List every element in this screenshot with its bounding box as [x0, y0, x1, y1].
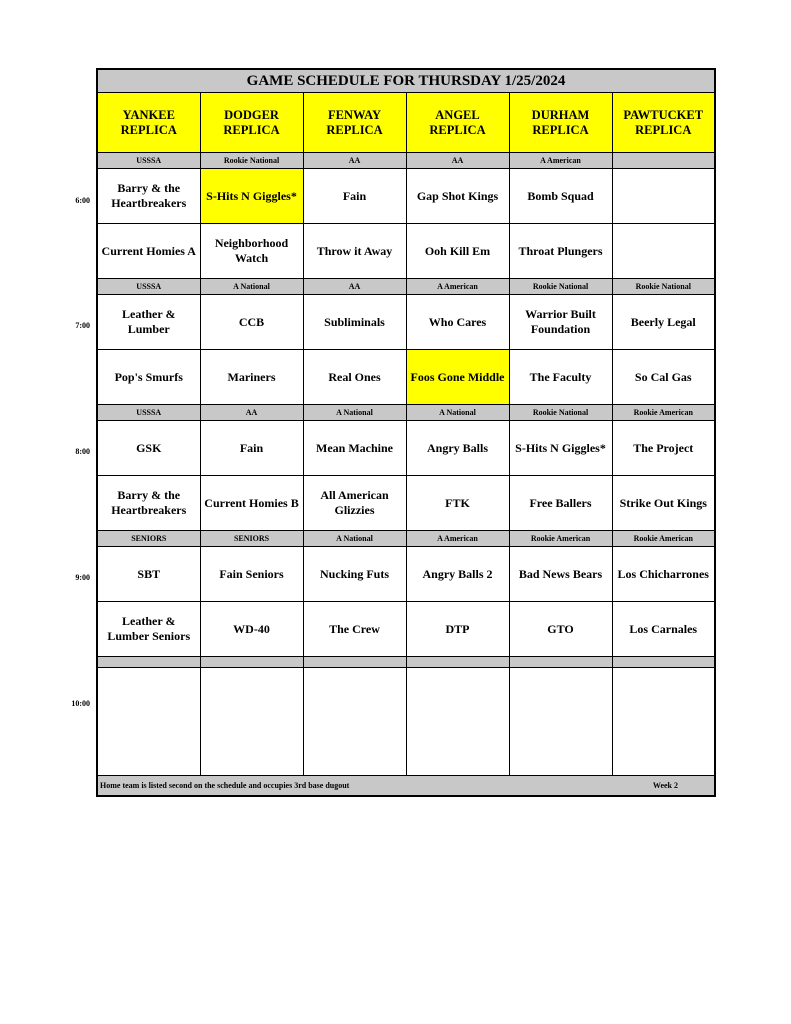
away-team: Beerly Legal	[612, 295, 715, 350]
away-team: Los Chicharrones	[612, 547, 715, 602]
away-team: Who Cares	[406, 295, 509, 350]
away-team: SBT	[97, 547, 200, 602]
division-label: AA	[406, 153, 509, 169]
home-team: Mariners	[200, 350, 303, 405]
away-team: Fain	[200, 421, 303, 476]
home-team: The Crew	[303, 602, 406, 657]
division-label	[97, 657, 200, 668]
schedule-footer	[97, 776, 715, 797]
footer-note: Home team is listed second on the schedule and occupies 3rd base dugout	[100, 781, 350, 790]
home-team: The Faculty	[509, 350, 612, 405]
away-team: Angry Balls 2	[406, 547, 509, 602]
home-team: Ooh Kill Em	[406, 224, 509, 279]
empty-slot	[200, 668, 303, 776]
division-label: Rookie American	[612, 531, 715, 547]
division-label: USSSA	[97, 405, 200, 421]
division-label: A National	[303, 531, 406, 547]
field-header-yankee: YANKEE REPLICA	[97, 93, 200, 153]
home-team: Current Homies A	[97, 224, 200, 279]
home-team: All American Glizzies	[303, 476, 406, 531]
away-team: Subliminals	[303, 295, 406, 350]
division-label: A National	[303, 405, 406, 421]
division-label	[200, 657, 303, 668]
division-label: A American	[406, 531, 509, 547]
division-label: SENIORS	[200, 531, 303, 547]
division-label: SENIORS	[97, 531, 200, 547]
home-team: WD-40	[200, 602, 303, 657]
home-team: Los Carnales	[612, 602, 715, 657]
division-label: USSSA	[97, 279, 200, 295]
away-team: Fain	[303, 169, 406, 224]
home-team: FTK	[406, 476, 509, 531]
division-label: AA	[200, 405, 303, 421]
division-label: Rookie National	[612, 279, 715, 295]
division-label: A National	[406, 405, 509, 421]
field-header-dodger: DODGER REPLICA	[200, 93, 303, 153]
division-label: USSSA	[97, 153, 200, 169]
home-team: Neighborhood Watch	[200, 224, 303, 279]
away-team: S-Hits N Giggles*	[509, 421, 612, 476]
week-label: Week 2	[652, 781, 678, 790]
away-team: Mean Machine	[303, 421, 406, 476]
away-team: Gap Shot Kings	[406, 169, 509, 224]
away-team: CCB	[200, 295, 303, 350]
away-team	[612, 169, 715, 224]
empty-slot	[509, 668, 612, 776]
home-team: Barry & the Heartbreakers	[97, 476, 200, 531]
time-label: 8:00	[75, 447, 90, 456]
division-label: Rookie National	[200, 153, 303, 169]
home-team: So Cal Gas	[612, 350, 715, 405]
home-team: Real Ones	[303, 350, 406, 405]
empty-slot	[97, 668, 200, 776]
division-label	[612, 153, 715, 169]
away-team: Bad News Bears	[509, 547, 612, 602]
home-team	[612, 224, 715, 279]
schedule-title: GAME SCHEDULE FOR THURSDAY 1/25/2024	[97, 69, 715, 93]
division-label	[509, 657, 612, 668]
away-team: Warrior Built Foundation	[509, 295, 612, 350]
field-header-angel: ANGEL REPLICA	[406, 93, 509, 153]
division-label: Rookie National	[509, 405, 612, 421]
away-team: The Project	[612, 421, 715, 476]
division-label: Rookie National	[509, 279, 612, 295]
away-team: Barry & the Heartbreakers	[97, 169, 200, 224]
division-label	[612, 657, 715, 668]
division-label	[303, 657, 406, 668]
division-label: Rookie American	[612, 405, 715, 421]
away-team: GSK	[97, 421, 200, 476]
empty-slot	[303, 668, 406, 776]
home-team: DTP	[406, 602, 509, 657]
time-label: 10:00	[71, 699, 90, 708]
home-team: Free Ballers	[509, 476, 612, 531]
home-team: Leather & Lumber Seniors	[97, 602, 200, 657]
time-label: 6:00	[75, 196, 90, 205]
away-team: Bomb Squad	[509, 169, 612, 224]
away-team-highlighted: S-Hits N Giggles*	[200, 169, 303, 224]
home-team: GTO	[509, 602, 612, 657]
division-label	[406, 657, 509, 668]
away-team: Fain Seniors	[200, 547, 303, 602]
empty-slot	[612, 668, 715, 776]
home-team: Current Homies B	[200, 476, 303, 531]
home-team: Throw it Away	[303, 224, 406, 279]
home-team: Strike Out Kings	[612, 476, 715, 531]
division-label: A American	[406, 279, 509, 295]
away-team: Angry Balls	[406, 421, 509, 476]
division-label: Rookie American	[509, 531, 612, 547]
time-label: 9:00	[75, 573, 90, 582]
division-label: AA	[303, 279, 406, 295]
division-label: A National	[200, 279, 303, 295]
field-header-fenway: FENWAY REPLICA	[303, 93, 406, 153]
division-label: A American	[509, 153, 612, 169]
time-label: 7:00	[75, 321, 90, 330]
home-team-highlighted: Foos Gone Middle	[406, 350, 509, 405]
home-team: Pop's Smurfs	[97, 350, 200, 405]
away-team: Nucking Futs	[303, 547, 406, 602]
schedule-table	[96, 68, 716, 797]
empty-slot	[406, 668, 509, 776]
away-team: Leather & Lumber	[97, 295, 200, 350]
home-team: Throat Plungers	[509, 224, 612, 279]
field-header-durham: DURHAM REPLICA	[509, 93, 612, 153]
field-header-pawtucket: PAWTUCKET REPLICA	[612, 93, 715, 153]
division-label: AA	[303, 153, 406, 169]
